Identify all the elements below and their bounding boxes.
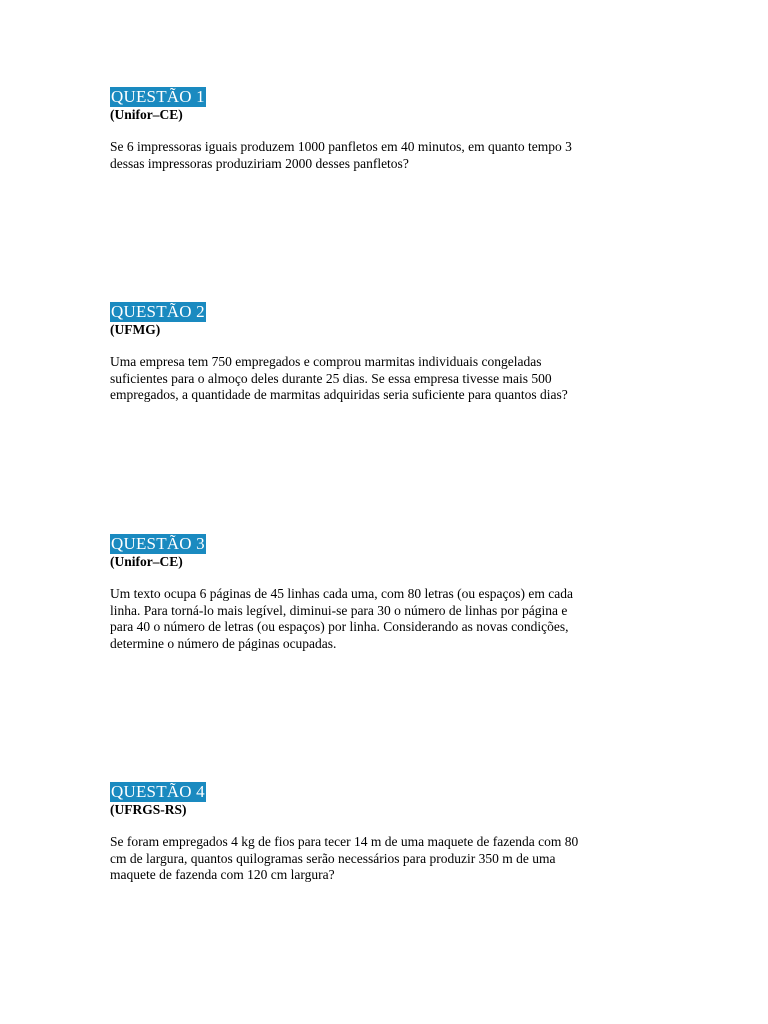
question-source: (UFMG)	[110, 322, 161, 337]
question-4	[110, 782, 670, 884]
question-line: maquete de fazenda com 120 cm largura?	[110, 867, 335, 882]
question-body	[110, 834, 670, 884]
question-body	[110, 586, 670, 652]
question-body	[110, 354, 670, 404]
question-1	[110, 87, 670, 172]
question-title: QUESTÃO 4	[111, 782, 205, 801]
question-line: cm de largura, quantos quilogramas serão necessários para produzir 350 m de uma	[110, 850, 556, 866]
question-line: dessas impressoras produziriam 2000 desses panfletos?	[110, 155, 409, 171]
question-title: QUESTÃO 3	[111, 534, 205, 553]
question-line: Um texto ocupa 6 páginas de 45 linhas cada uma, com 80 letras (ou espaços) em cada	[110, 586, 573, 601]
question-title: QUESTÃO 2	[111, 302, 205, 321]
question-body	[110, 139, 670, 172]
question-line: Se 6 impressoras iguais produzem 1000 panfletos em 40 minutos, em quanto tempo 3	[110, 139, 572, 154]
question-line: suficientes para o almoço deles durante 25 dias. Se essa empresa tivesse mais 500	[110, 370, 552, 386]
question-source: (Unifor–CE)	[110, 107, 183, 122]
question-line: linha. Para torná-lo mais legível, diminui-se para 30 o número de linhas por página e	[110, 602, 568, 618]
question-line: empregados, a quantidade de marmitas adquiridas seria suficiente para quantos dias?	[110, 387, 568, 402]
question-line: Uma empresa tem 750 empregados e comprou marmitas individuais congeladas	[110, 354, 542, 369]
question-line: Se foram empregados 4 kg de fios para tecer 14 m de uma maquete de fazenda com 80	[110, 834, 579, 849]
question-line: determine o número de páginas ocupadas.	[110, 635, 337, 651]
question-3	[110, 534, 670, 652]
question-line: para 40 o número de letras (ou espaços) por linha. Considerando as novas condições,	[110, 619, 569, 634]
question-2	[110, 302, 670, 404]
question-source: (UFRGS-RS)	[110, 802, 187, 817]
question-title: QUESTÃO 1	[111, 87, 205, 106]
question-source: (Unifor–CE)	[110, 554, 183, 569]
